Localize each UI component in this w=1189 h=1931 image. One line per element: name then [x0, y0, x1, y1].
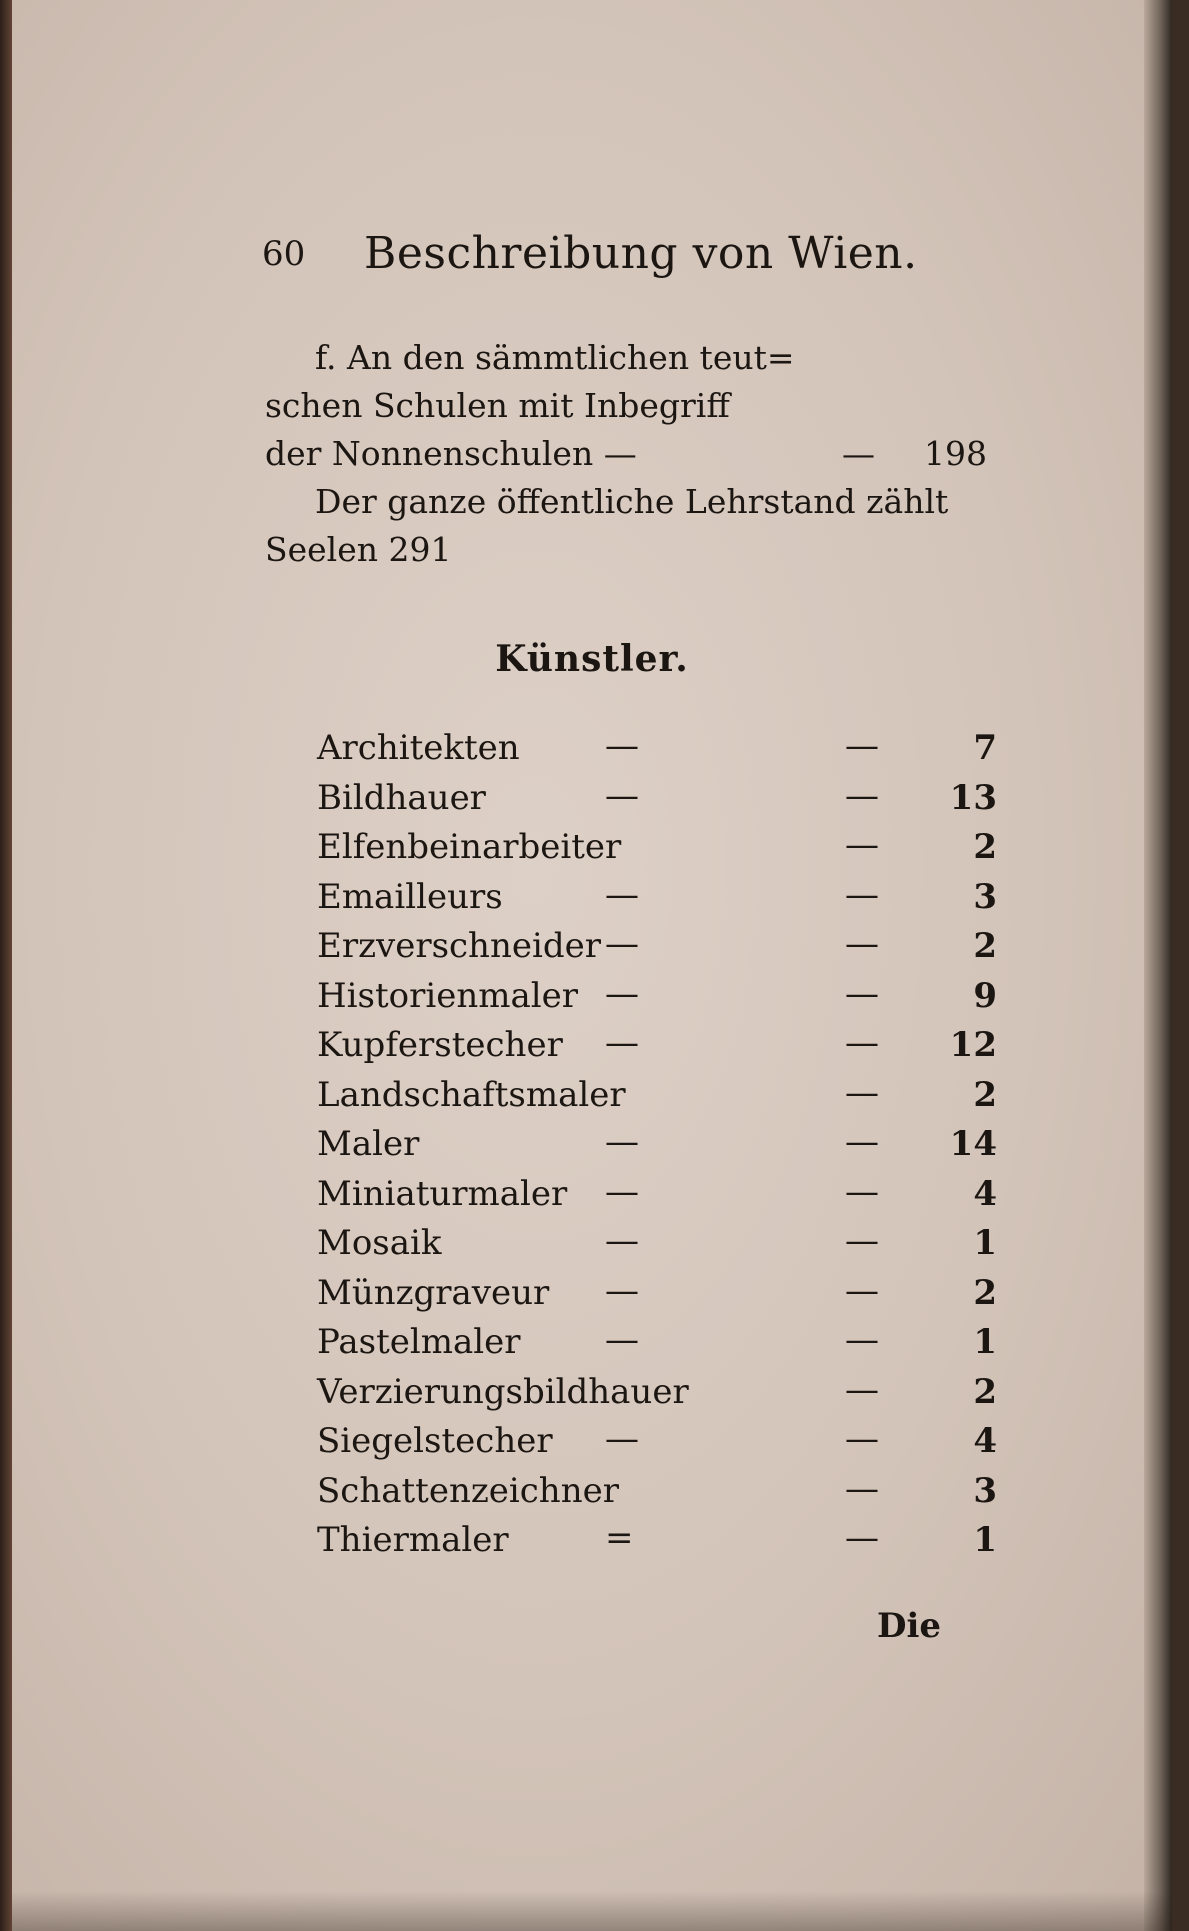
artist-count: 1 [973, 1520, 997, 1560]
artist-count: 2 [973, 1074, 997, 1115]
artist-list [317, 722, 997, 1564]
artist-name: Kupferstecher [317, 1025, 563, 1065]
artist-name: Thiermaler [317, 1520, 509, 1560]
intro-line-3-number: 198 [924, 434, 987, 473]
artist-row [317, 1168, 997, 1218]
intro-line-3-dash: — [842, 434, 875, 473]
dash-separator: — [845, 1270, 879, 1311]
page-edge [1144, 0, 1172, 1931]
artist-row [317, 722, 997, 772]
artist-name: Siegelstecher [317, 1421, 553, 1461]
dash-separator: — [605, 924, 639, 964]
artist-row [317, 920, 997, 970]
dash-separator: — [845, 775, 879, 816]
artist-name: Bildhauer [317, 777, 486, 818]
artist-count: 3 [973, 1470, 997, 1511]
artist-row [317, 1366, 997, 1416]
artist-name: Landschaftsmaler [317, 1074, 626, 1115]
artist-count: 12 [949, 1025, 997, 1065]
artist-name: Emailleurs [317, 876, 503, 917]
artist-count: 3 [973, 876, 997, 917]
book-page [12, 0, 1172, 1931]
dash-separator: — [605, 973, 639, 1014]
dash-separator: — [605, 726, 639, 766]
page-number: 60 [262, 234, 306, 274]
dash-separator: — [845, 1419, 879, 1459]
artist-count: 14 [949, 1124, 997, 1164]
artist-name: Miniaturmaler [317, 1173, 568, 1214]
dash-separator: — [605, 1320, 639, 1360]
artist-name: Verzierungsbildhauer [317, 1371, 689, 1412]
dash-separator: — [845, 1072, 879, 1113]
artist-row [317, 1465, 997, 1515]
page-shadow [12, 1891, 1172, 1931]
catchword: Die [877, 1606, 942, 1646]
dash-separator: — [845, 726, 879, 766]
artist-row [317, 1415, 997, 1465]
intro-line-3-text: der Nonnenschulen — [265, 434, 637, 473]
dash-separator: — [605, 874, 639, 915]
dash-separator: — [845, 1221, 879, 1261]
artist-count: 2 [973, 1371, 997, 1412]
dash-separator: — [845, 1369, 879, 1410]
artist-row [317, 1267, 997, 1317]
dash-separator: — [845, 874, 879, 915]
intro-line-5: Seelen 291 [265, 530, 452, 569]
section-heading: Künstler. [495, 638, 689, 680]
artist-row [317, 970, 997, 1020]
dash-separator: = [605, 1518, 634, 1558]
dash-separator: — [605, 1270, 639, 1311]
artist-name: Erzverschneider [317, 926, 601, 966]
dash-separator: — [845, 973, 879, 1014]
dash-separator: — [605, 1023, 639, 1063]
artist-row [317, 772, 997, 822]
artist-row [317, 1019, 997, 1069]
artist-row [317, 1118, 997, 1168]
dash-separator: — [845, 1122, 879, 1162]
dash-separator: — [845, 825, 879, 865]
artist-count: 4 [973, 1421, 997, 1461]
artist-row [317, 1069, 997, 1119]
dash-separator: — [605, 775, 639, 816]
artist-name: Pastelmaler [317, 1322, 521, 1362]
intro-line-3 [265, 434, 637, 473]
artist-name: Maler [317, 1124, 420, 1164]
page-header [262, 228, 918, 288]
artist-count: 1 [973, 1322, 997, 1362]
artist-count: 2 [973, 926, 997, 966]
artist-name: Münzgraveur [317, 1272, 550, 1313]
dash-separator: — [605, 1171, 639, 1212]
artist-count: 13 [949, 777, 997, 818]
artist-count: 2 [973, 827, 997, 867]
intro-line-4: Der ganze öffentliche Lehrstand zählt [315, 482, 949, 521]
dash-separator: — [845, 1518, 879, 1558]
artist-row [317, 821, 997, 871]
artist-row [317, 1316, 997, 1366]
dash-separator: — [605, 1419, 639, 1459]
dash-separator: — [845, 1320, 879, 1360]
artist-name: Historienmaler [317, 975, 579, 1016]
artist-count: 4 [973, 1173, 997, 1214]
artist-name: Architekten [317, 728, 520, 768]
intro-line-1: f. An den sämmtlichen teut= [315, 338, 795, 377]
artist-name: Mosaik [317, 1223, 442, 1263]
artist-row [317, 1217, 997, 1267]
artist-name: Schattenzeichner [317, 1470, 619, 1511]
dash-separator: — [845, 924, 879, 964]
artist-name: Elfenbeinarbeiter [317, 827, 622, 867]
artist-count: 1 [973, 1223, 997, 1263]
dash-separator: — [605, 1122, 639, 1162]
intro-line-2: schen Schulen mit Inbegriff [265, 386, 730, 425]
artist-count: 9 [973, 975, 997, 1016]
dash-separator: — [845, 1023, 879, 1063]
artist-row [317, 1514, 997, 1564]
running-head: Beschreibung von Wien. [364, 228, 918, 279]
artist-row [317, 871, 997, 921]
dash-separator: — [605, 1221, 639, 1261]
dash-separator: — [845, 1171, 879, 1212]
artist-count: 7 [973, 728, 997, 768]
artist-count: 2 [973, 1272, 997, 1313]
dash-separator: — [845, 1468, 879, 1509]
